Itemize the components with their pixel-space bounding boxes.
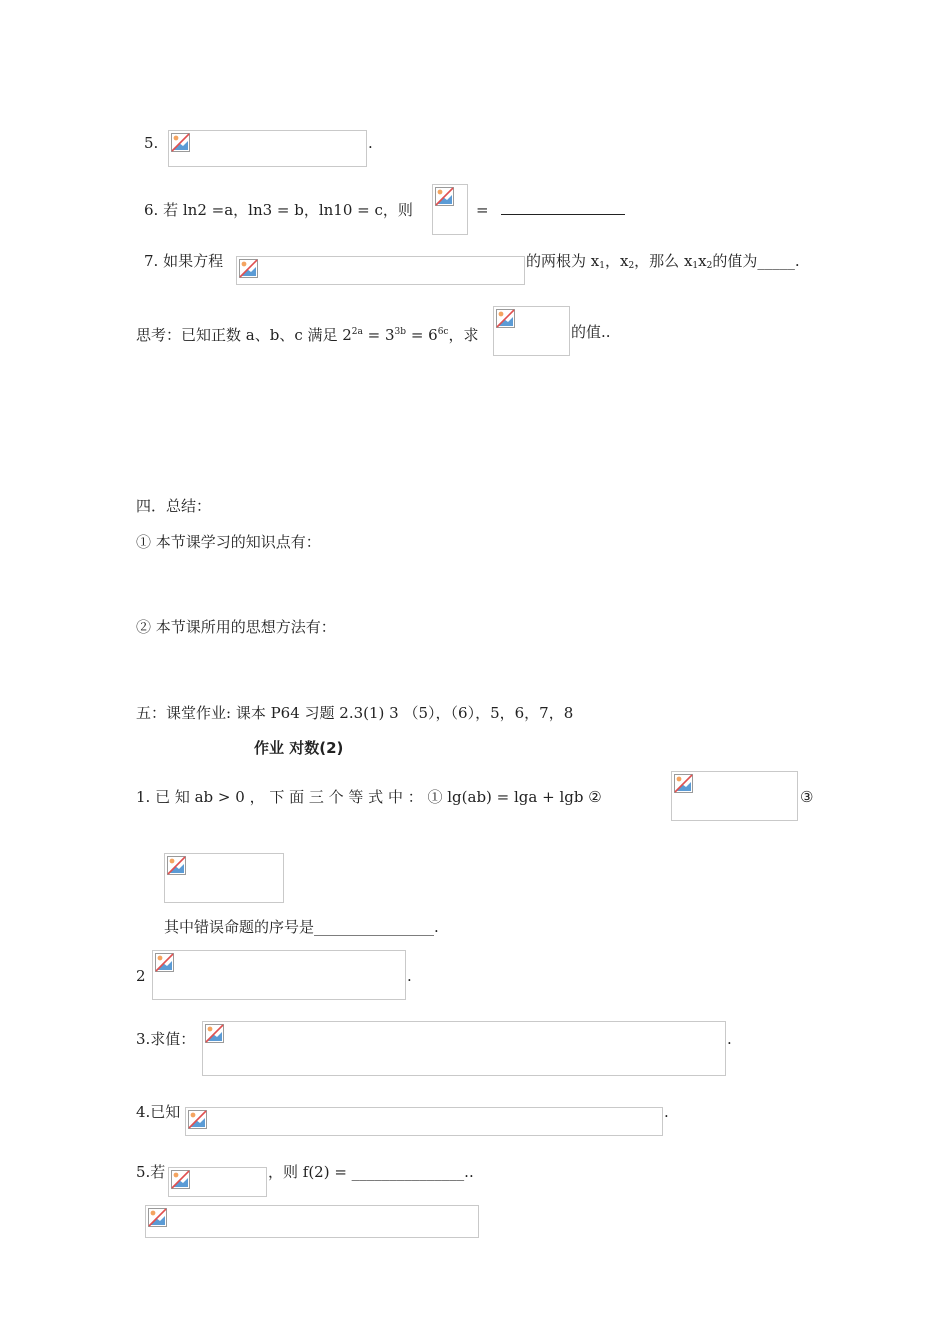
q5-formula-image [168, 130, 367, 167]
broken-image-icon [674, 774, 694, 794]
summary-title: 四．总结： [136, 497, 212, 515]
broken-image-icon [155, 953, 175, 973]
think-formula-image [493, 306, 570, 356]
summary-item-knowledge: ① 本节课学习的知识点有： [136, 533, 321, 551]
think-post: 的值.. [571, 323, 611, 341]
broken-image-icon [171, 133, 191, 153]
hw5-formula-image-2 [145, 1205, 479, 1238]
broken-image-icon [496, 309, 516, 329]
hw3-end: . [727, 1030, 732, 1048]
q6-formula-image [432, 184, 468, 235]
hw2-end: . [407, 967, 412, 985]
classwork-line: 五：课堂作业: 课本 P64 习题 2.3(1) 3 （5），（6），5，6，7，8 [136, 704, 574, 722]
hw1-formula-image-3 [164, 853, 284, 903]
broken-image-icon [148, 1208, 168, 1228]
q5-number: 5. [144, 134, 159, 152]
q6-answer-blank [501, 200, 625, 215]
hw3-formula-image [202, 1021, 726, 1076]
broken-image-icon [188, 1110, 208, 1130]
hw5-formula-image [168, 1167, 267, 1197]
broken-image-icon [435, 187, 455, 207]
think-text: 思考：已知正数 a、b、c 满足 $2^{2a} = 3^{3b} = 6^{6c}$，求 [136, 326, 479, 344]
broken-image-icon [239, 259, 259, 279]
q6-number: 6. [144, 201, 159, 219]
q7-post: 的两根为 $x_1$，$x_2$，那么 $x_1x_2$的值为_____. [526, 252, 800, 271]
q6-equals: = [476, 201, 489, 219]
q6-text: 若 ln2 =a，ln3 = b，ln10 = c，则 [163, 201, 413, 219]
hw1-formula-image-2 [671, 771, 798, 821]
q7-pre: 如果方程 [163, 252, 224, 270]
hw1-wrong-prompt: 其中错误命题的序号是________________. [164, 918, 439, 936]
homework-title: 作业 对数(2) [254, 739, 344, 757]
hw4-end: . [664, 1103, 669, 1121]
hw2-formula-image [152, 950, 406, 1000]
hw1-text: 1. 已 知 ab > 0 ， 下 面 三 个 等 式 中 ： ① lg(ab) = lga + lgb ② [136, 788, 602, 806]
q7-number: 7. [144, 252, 159, 270]
summary-item-methods: ② 本节课所用的思想方法有： [136, 618, 336, 636]
hw3-text: 3.求值： [136, 1030, 196, 1048]
hw5-text: 5.若 [136, 1163, 166, 1181]
hw4-formula-image [185, 1107, 663, 1136]
q5-end: . [368, 134, 373, 152]
broken-image-icon [205, 1024, 225, 1044]
hw2-number: 2 [136, 967, 146, 985]
hw1-circle-3: ③ [800, 788, 814, 806]
hw4-text: 4.已知 [136, 1103, 181, 1121]
hw5-post: ，则 f(2) = _______________.. [268, 1163, 474, 1181]
q7-formula-image [236, 256, 525, 285]
broken-image-icon [171, 1170, 191, 1190]
broken-image-icon [167, 856, 187, 876]
